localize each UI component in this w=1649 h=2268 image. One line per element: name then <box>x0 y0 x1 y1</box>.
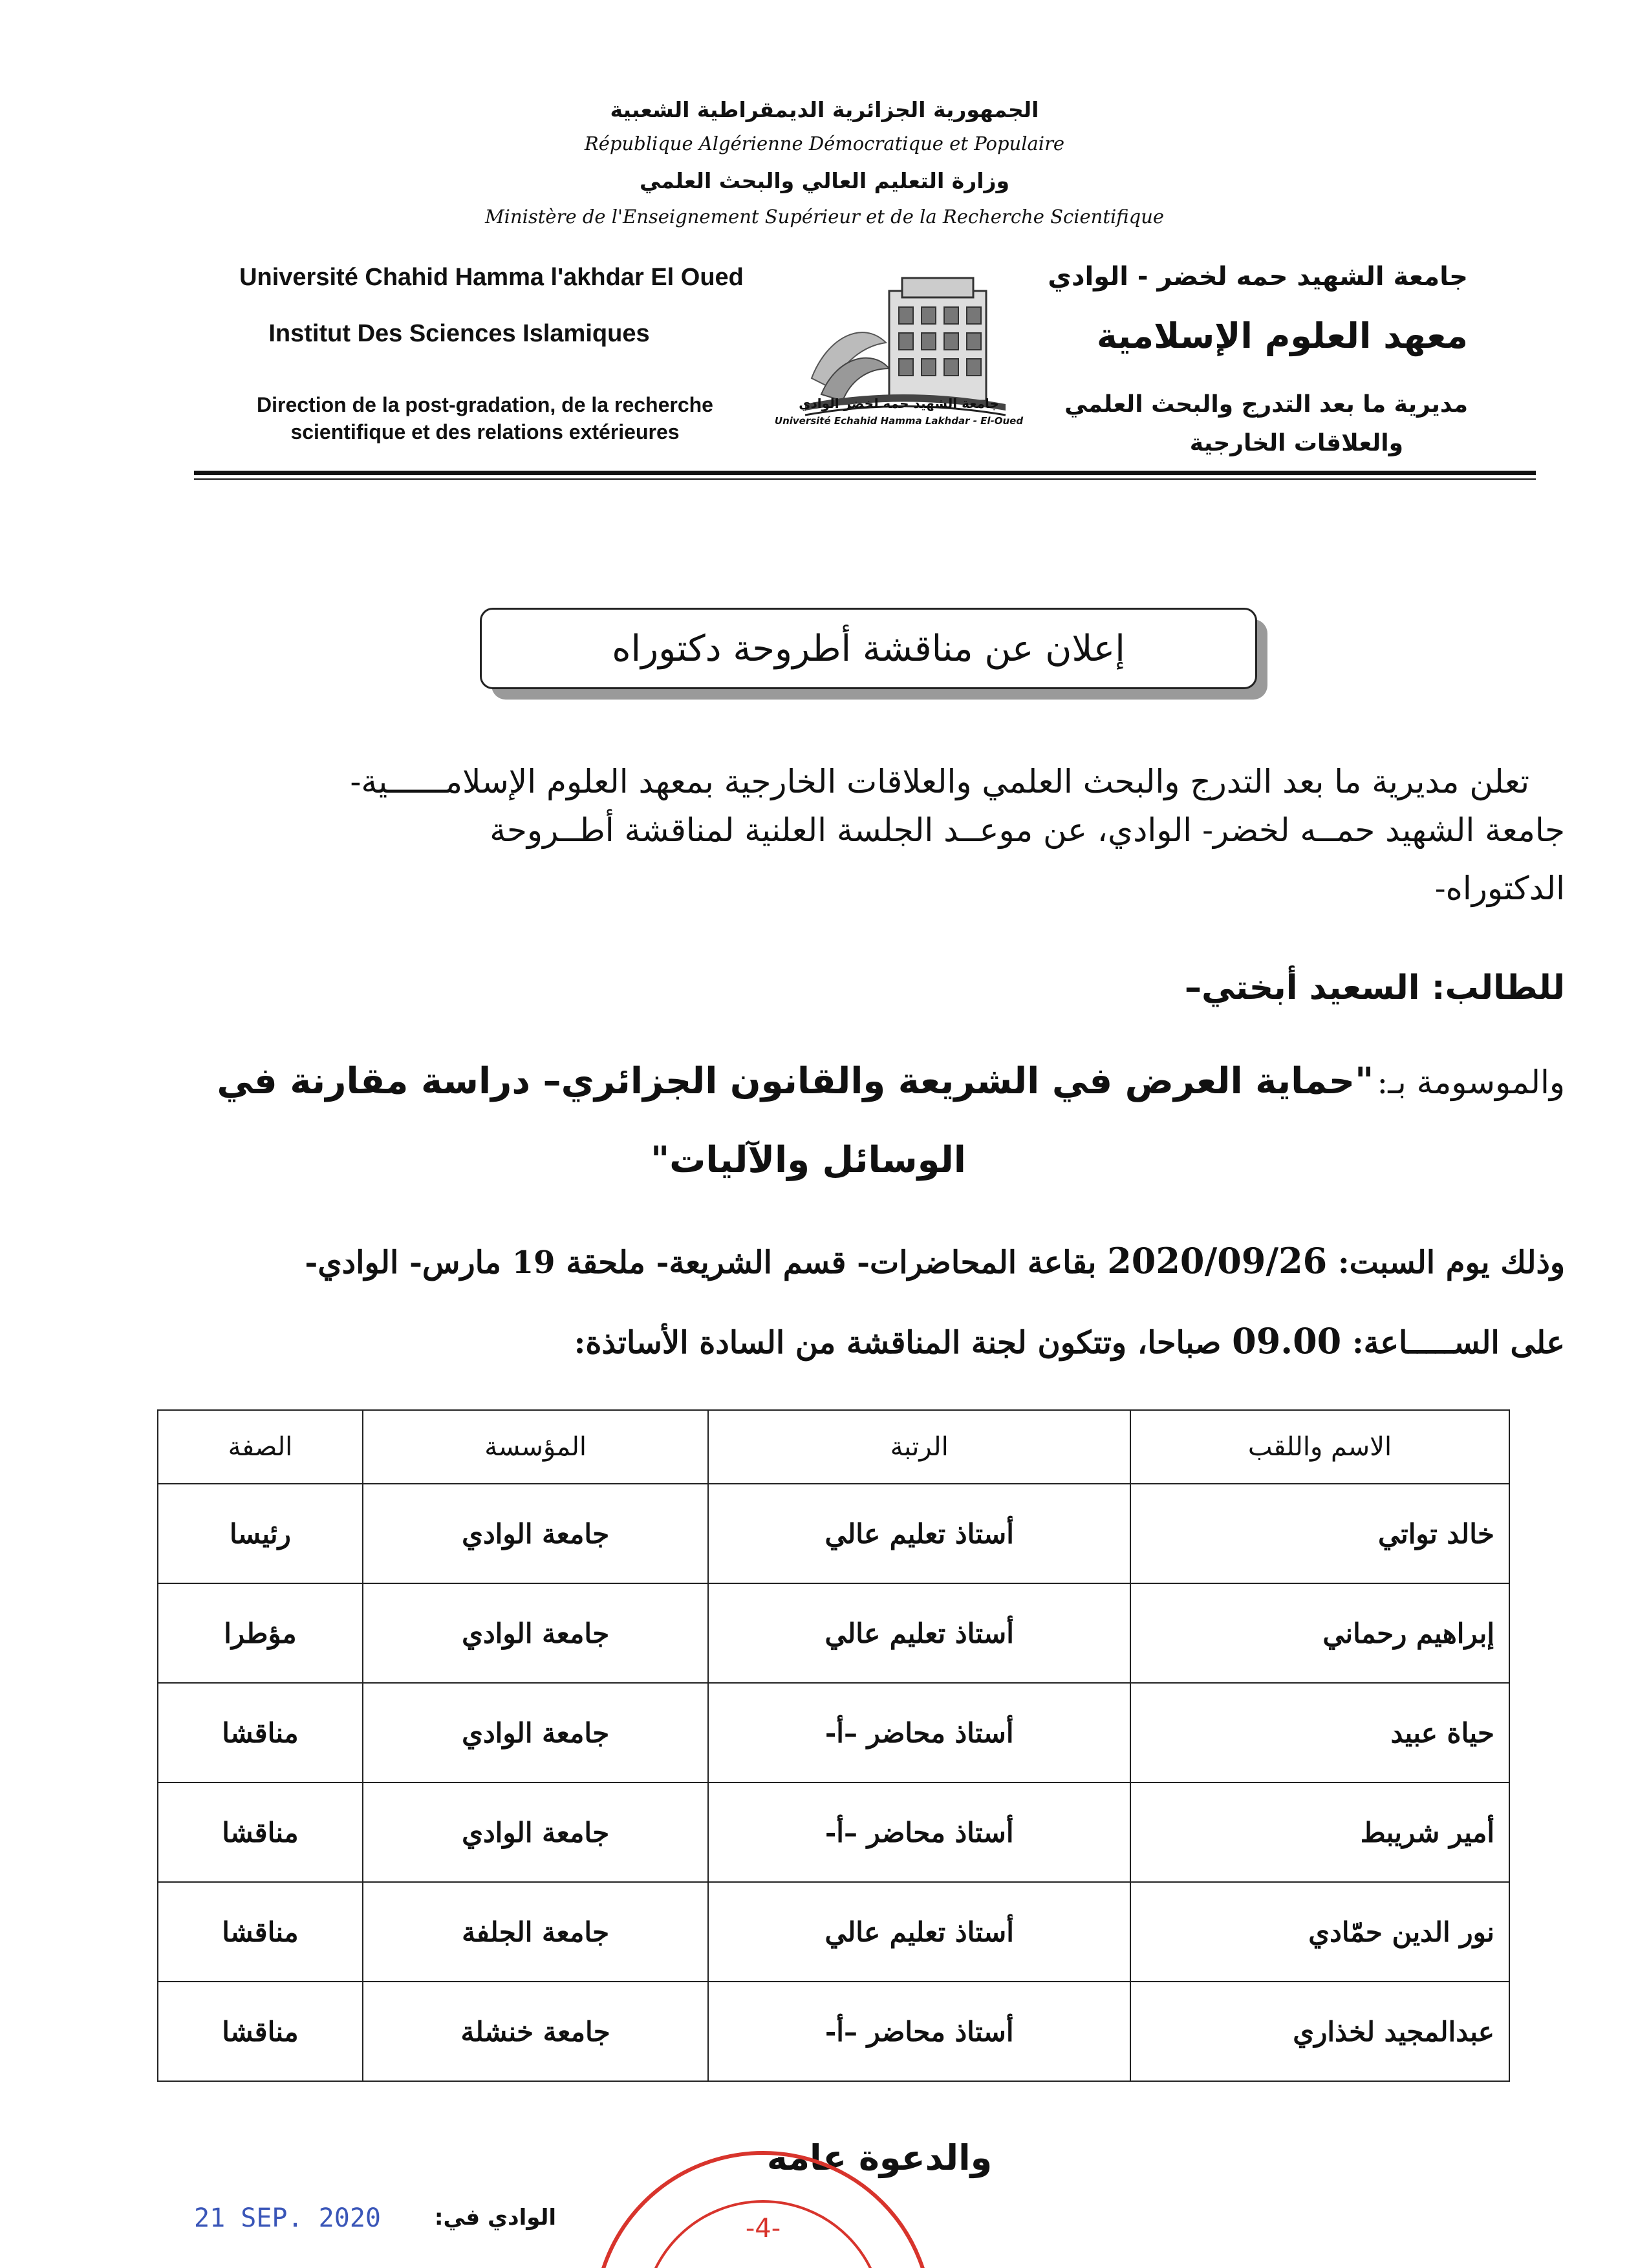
jury-name: نور الدين حمّادي <box>1130 1882 1509 1982</box>
table-row <box>158 1583 1509 1683</box>
schedule-committee: صباحا، وتتكون لجنة المناقشة من السادة الأساتذة: <box>574 1325 1222 1361</box>
header-rank: الرتبة <box>708 1410 1130 1484</box>
schedule-line2 <box>453 1320 1565 1362</box>
header-role: الصفة <box>158 1410 363 1484</box>
title-box <box>480 608 1257 689</box>
jury-rank: أستاذ تعليم عالي <box>708 1882 1130 1982</box>
jury-name: عبدالمجيد لخذاري <box>1130 1982 1509 2081</box>
ministry-ar: وزارة التعليم العالي والبحث العلمي <box>639 168 1010 193</box>
intro-line1: تعلن مديرية ما بعد التدرج والبحث العلمي والعلاقات الخارجية بمعهد العلوم الإسلامــــــية- <box>350 763 1529 800</box>
ministry-fr: Ministère de l'Enseignement Supérieur et de la Recherche Scientifique <box>484 206 1165 228</box>
jury-table <box>157 1409 1510 2082</box>
table-row <box>158 1982 1509 2081</box>
header-institution: المؤسسة <box>363 1410 709 1484</box>
jury-institution: جامعة الجلفة <box>363 1882 709 1982</box>
jury-header-row <box>158 1410 1509 1484</box>
schedule-date: 2020/09/26 <box>1107 1240 1328 1281</box>
schedule-line1 <box>194 1240 1565 1281</box>
schedule-time: 09.00 <box>1232 1320 1342 1362</box>
official-seal <box>569 2121 957 2268</box>
jury-institution: جامعة خنشلة <box>363 1982 709 2081</box>
jury-rank: أستاذ محاضر –أ- <box>708 1683 1130 1782</box>
student-line: للطالب: السعيد أبختي– <box>1184 968 1565 1007</box>
university-ar: جامعة الشهيد حمه لخضر - الوادي <box>1048 262 1468 292</box>
seal-icon <box>569 2121 957 2268</box>
thesis-title-line2: الوسائل والآليات" <box>650 1139 966 1181</box>
date-stamp: 21 SEP. 2020 <box>194 2203 381 2233</box>
jury-role: مناقشا <box>158 1982 363 2081</box>
jury-role: رئيسا <box>158 1484 363 1583</box>
thesis-line1 <box>213 1060 1565 1102</box>
table-row <box>158 1484 1509 1583</box>
jury-institution: جامعة الوادي <box>363 1484 709 1583</box>
seal-number: -4- <box>745 2214 781 2243</box>
direction-ar-line1: مديرية ما بعد التدرج والبحث العلمي <box>1064 391 1468 418</box>
direction-ar-line2: والعلاقات الخارجية <box>1189 430 1403 456</box>
intro-line2: جامعة الشهيد حمــه لخضر- الوادي، عن موعــد الجلسة العلنية لمناقشة أطــروحة <box>490 811 1565 849</box>
jury-institution: جامعة الوادي <box>363 1782 709 1882</box>
republic-ar: الجمهورية الجزائرية الديمقراطية الشعبية <box>610 97 1039 122</box>
jury-institution: جامعة الوادي <box>363 1583 709 1683</box>
jury-institution: جامعة الوادي <box>363 1683 709 1782</box>
schedule-location: بقاعة المحاضرات- قسم الشريعة- ملحقة 19 مارس- الوادي- <box>305 1245 1097 1281</box>
announcement-title: إعلان عن مناقشة أطروحة دكتوراه <box>612 627 1125 670</box>
institute-fr: Institut Des Sciences Islamiques <box>268 320 650 347</box>
jury-name: خالد تواتي <box>1130 1484 1509 1583</box>
header-name: الاسم واللقب <box>1130 1410 1509 1484</box>
jury-role: مناقشا <box>158 1782 363 1882</box>
logo-caption-ar: جامعة الشهيد حمه لخضر الوادي <box>799 396 999 411</box>
invitation: والدعوة عامة <box>766 2137 993 2178</box>
jury-role: مناقشا <box>158 1683 363 1782</box>
direction-fr-line1: Direction de la post-gradation, de la recherche <box>257 393 713 416</box>
header-divider <box>194 471 1536 475</box>
table-row <box>158 1782 1509 1882</box>
schedule-day-label: وذلك يوم السبت: <box>1337 1245 1565 1281</box>
place-label: الوادي في: <box>434 2205 556 2231</box>
table-row <box>158 1882 1509 1982</box>
intro-line3: الدكتوراه- <box>1434 870 1565 907</box>
jury-role: مؤطرا <box>158 1583 363 1683</box>
thesis-title-line1: "حماية العرض في الشريعة والقانون الجزائري– دراسة مقارنة في <box>217 1060 1374 1102</box>
header-divider-thin <box>194 478 1536 480</box>
jury-rank: أستاذ تعليم عالي <box>708 1484 1130 1583</box>
logo-caption-fr: Université Echahid Hamma Lakhdar - El-Oued <box>774 415 1024 427</box>
jury-role: مناقشا <box>158 1882 363 1982</box>
institute-ar: معهد العلوم الإسلامية <box>1096 316 1468 356</box>
jury-name: أمير شريبط <box>1130 1782 1509 1882</box>
jury-rank: أستاذ محاضر –أ- <box>708 1982 1130 2081</box>
thesis-prefix: والموسومة بـ: <box>1377 1064 1565 1101</box>
direction-fr-line2: scientifique et des relations extérieures <box>290 420 680 444</box>
jury-rank: أستاذ تعليم عالي <box>708 1583 1130 1683</box>
university-fr: Université Chahid Hamma l'akhdar El Oued <box>239 264 744 291</box>
table-row <box>158 1683 1509 1782</box>
schedule-time-label: على الســـــاعة: <box>1352 1325 1565 1361</box>
jury-name: إبراهيم رحماني <box>1130 1583 1509 1683</box>
jury-rank: أستاذ محاضر –أ- <box>708 1782 1130 1882</box>
jury-name: حياة عبيد <box>1130 1683 1509 1782</box>
republic-fr: République Algérienne Démocratique et Populaire <box>584 133 1065 155</box>
